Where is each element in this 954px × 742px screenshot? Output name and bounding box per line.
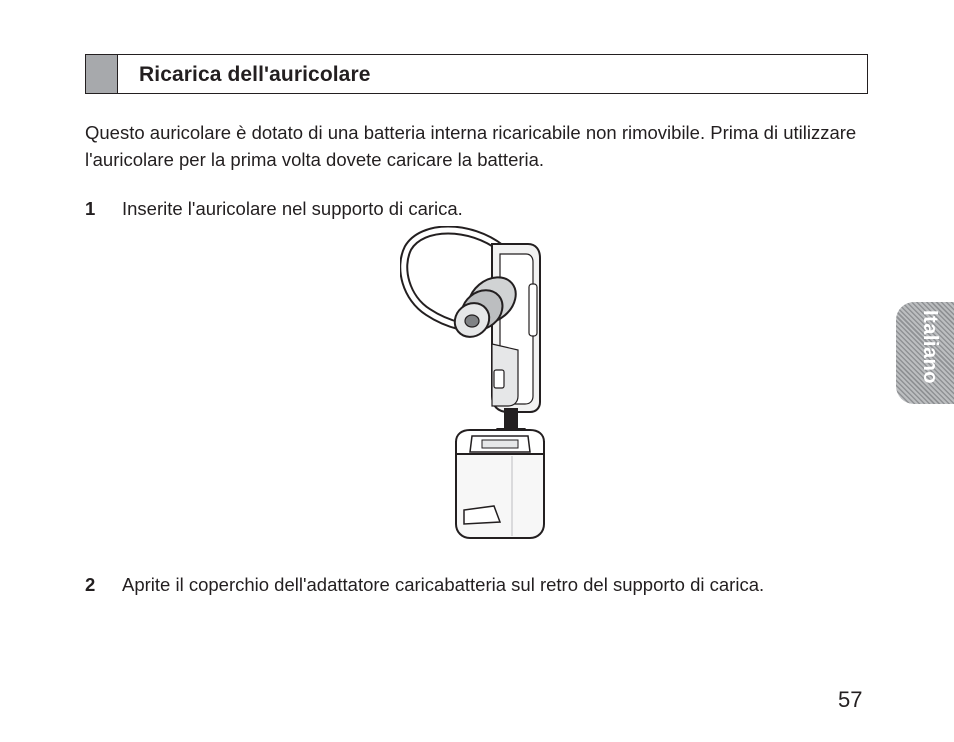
- intro-paragraph: Questo auricolare è dotato di una batteria interna ricaricabile non rimovibile. Prima di utilizzare l'auricolare per la prima volta dovete caricare la batteria.: [85, 122, 857, 170]
- section-title: Ricarica dell'auricolare: [139, 63, 371, 86]
- step-number: 1: [85, 198, 96, 219]
- step-text: Inserite l'auricolare nel supporto di carica.: [122, 198, 463, 219]
- page-number: 57: [838, 687, 863, 712]
- header-swatch: [86, 55, 118, 93]
- earpiece-charging-illustration: [400, 226, 550, 542]
- step-number: 2: [85, 574, 96, 595]
- section-header: [85, 54, 868, 94]
- language-tab[interactable]: [896, 302, 954, 404]
- language-tab-label: Italiano: [919, 310, 941, 385]
- step-text: Aprite il coperchio dell'adattatore caricabatteria sul retro del supporto di carica.: [122, 574, 765, 595]
